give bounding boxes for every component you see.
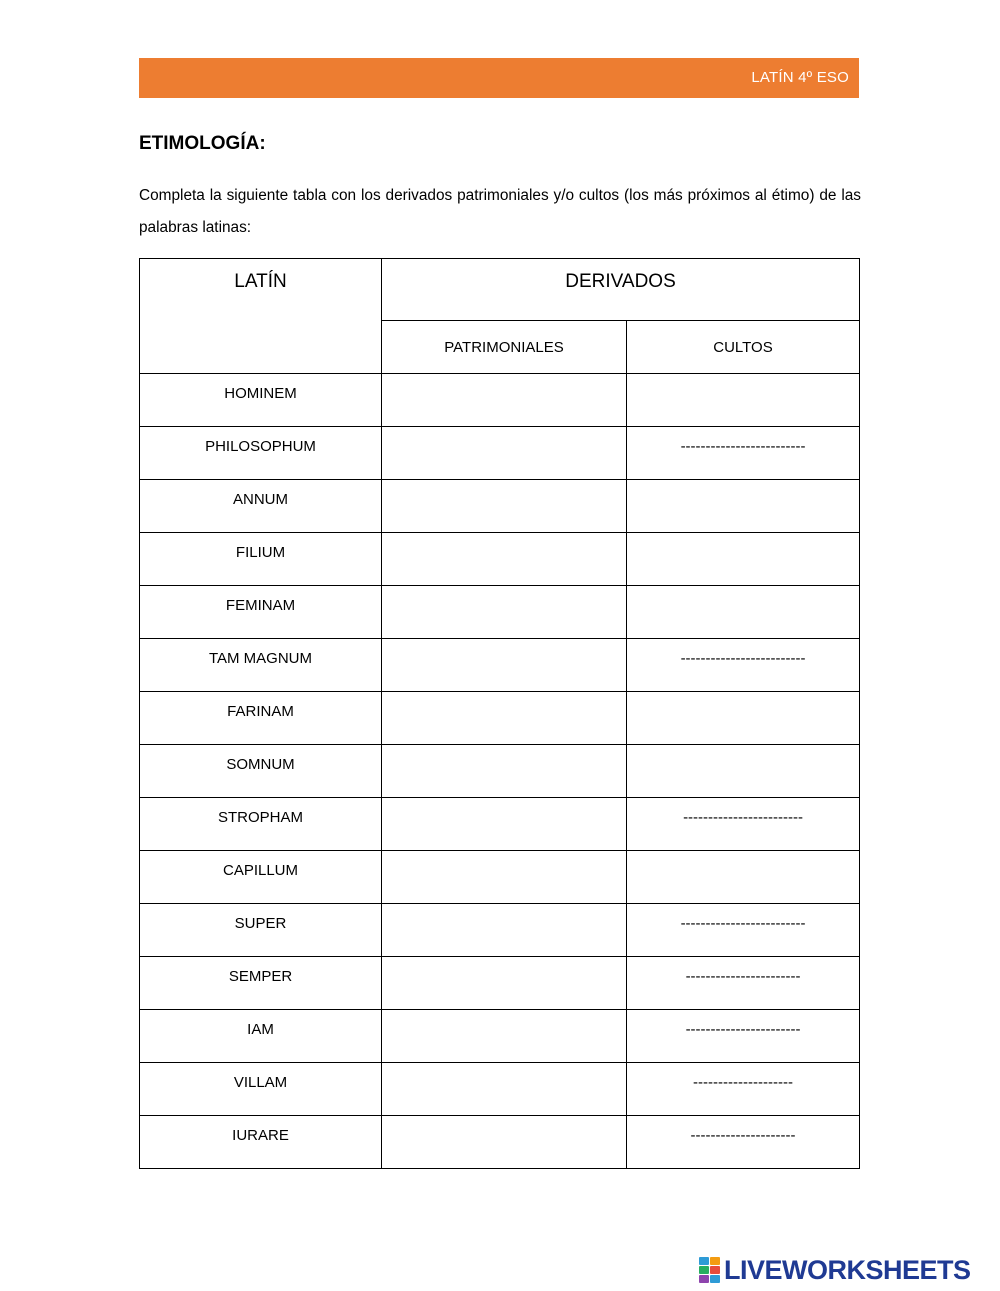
culto-answer-cell: --------------------: [627, 1063, 860, 1116]
header-cultos: CULTOS: [627, 321, 860, 374]
table-row: [140, 851, 860, 904]
table-row: [140, 1116, 860, 1169]
latin-word-cell: SUPER: [140, 904, 382, 957]
header-latin: LATÍN: [140, 259, 382, 374]
table-row: [140, 1063, 860, 1116]
header-derivados: DERIVADOS: [382, 259, 860, 321]
patrimonial-answer-cell[interactable]: [382, 957, 627, 1010]
latin-word-cell: FARINAM: [140, 692, 382, 745]
patrimonial-answer-cell[interactable]: [382, 1063, 627, 1116]
liveworksheets-logo: [699, 1255, 971, 1285]
table-row: [140, 533, 860, 586]
culto-answer-cell[interactable]: [627, 745, 860, 798]
table-row: [140, 957, 860, 1010]
latin-word-cell: FILIUM: [140, 533, 382, 586]
latin-word-cell: VILLAM: [140, 1063, 382, 1116]
latin-word-cell: TAM MAGNUM: [140, 639, 382, 692]
culto-answer-cell: ---------------------: [627, 1116, 860, 1169]
culto-answer-cell: -----------------------: [627, 957, 860, 1010]
culto-answer-cell: -------------------------: [627, 904, 860, 957]
table-row: [140, 480, 860, 533]
patrimonial-answer-cell[interactable]: [382, 586, 627, 639]
patrimonial-answer-cell[interactable]: [382, 1116, 627, 1169]
patrimonial-answer-cell[interactable]: [382, 798, 627, 851]
patrimonial-answer-cell[interactable]: [382, 639, 627, 692]
logo-blocks-icon: [699, 1257, 720, 1283]
latin-word-cell: SOMNUM: [140, 745, 382, 798]
table-row: [140, 586, 860, 639]
culto-answer-cell: -----------------------: [627, 1010, 860, 1063]
table-row: [140, 904, 860, 957]
patrimonial-answer-cell[interactable]: [382, 692, 627, 745]
header-band: [139, 58, 859, 98]
instructions-text: Completa la siguiente tabla con los derivados patrimoniales y/o cultos (los más próximos al étimo) de las palabras latinas:: [139, 187, 861, 236]
latin-word-cell: STROPHAM: [140, 798, 382, 851]
culto-answer-cell[interactable]: [627, 586, 860, 639]
table-row: [140, 1010, 860, 1063]
culto-answer-cell: -------------------------: [627, 639, 860, 692]
culto-answer-cell[interactable]: [627, 533, 860, 586]
culto-answer-cell: ------------------------: [627, 798, 860, 851]
culto-answer-cell[interactable]: [627, 480, 860, 533]
table-row: [140, 692, 860, 745]
culto-answer-cell[interactable]: [627, 851, 860, 904]
header-text: LATÍN 4º ESO: [751, 69, 849, 86]
culto-answer-cell[interactable]: [627, 692, 860, 745]
patrimonial-answer-cell[interactable]: [382, 374, 627, 427]
table-row: [140, 374, 860, 427]
header-patrimoniales: PATRIMONIALES: [382, 321, 627, 374]
latin-word-cell: SEMPER: [140, 957, 382, 1010]
latin-word-cell: HOMINEM: [140, 374, 382, 427]
latin-word-cell: FEMINAM: [140, 586, 382, 639]
patrimonial-answer-cell[interactable]: [382, 480, 627, 533]
latin-word-cell: ANNUM: [140, 480, 382, 533]
section-title: ETIMOLOGÍA:: [139, 133, 266, 154]
culto-answer-cell[interactable]: [627, 374, 860, 427]
etymology-table: [139, 258, 860, 1169]
table-row: [140, 745, 860, 798]
logo-text: LIVEWORKSHEETS: [724, 1254, 971, 1285]
patrimonial-answer-cell[interactable]: [382, 745, 627, 798]
culto-answer-cell: -------------------------: [627, 427, 860, 480]
patrimonial-answer-cell[interactable]: [382, 1010, 627, 1063]
latin-word-cell: PHILOSOPHUM: [140, 427, 382, 480]
table-row: [140, 798, 860, 851]
patrimonial-answer-cell[interactable]: [382, 851, 627, 904]
table-row: [140, 427, 860, 480]
patrimonial-answer-cell[interactable]: [382, 427, 627, 480]
latin-word-cell: CAPILLUM: [140, 851, 382, 904]
table-row: [140, 639, 860, 692]
latin-word-cell: IAM: [140, 1010, 382, 1063]
patrimonial-answer-cell[interactable]: [382, 904, 627, 957]
latin-word-cell: IURARE: [140, 1116, 382, 1169]
patrimonial-answer-cell[interactable]: [382, 533, 627, 586]
